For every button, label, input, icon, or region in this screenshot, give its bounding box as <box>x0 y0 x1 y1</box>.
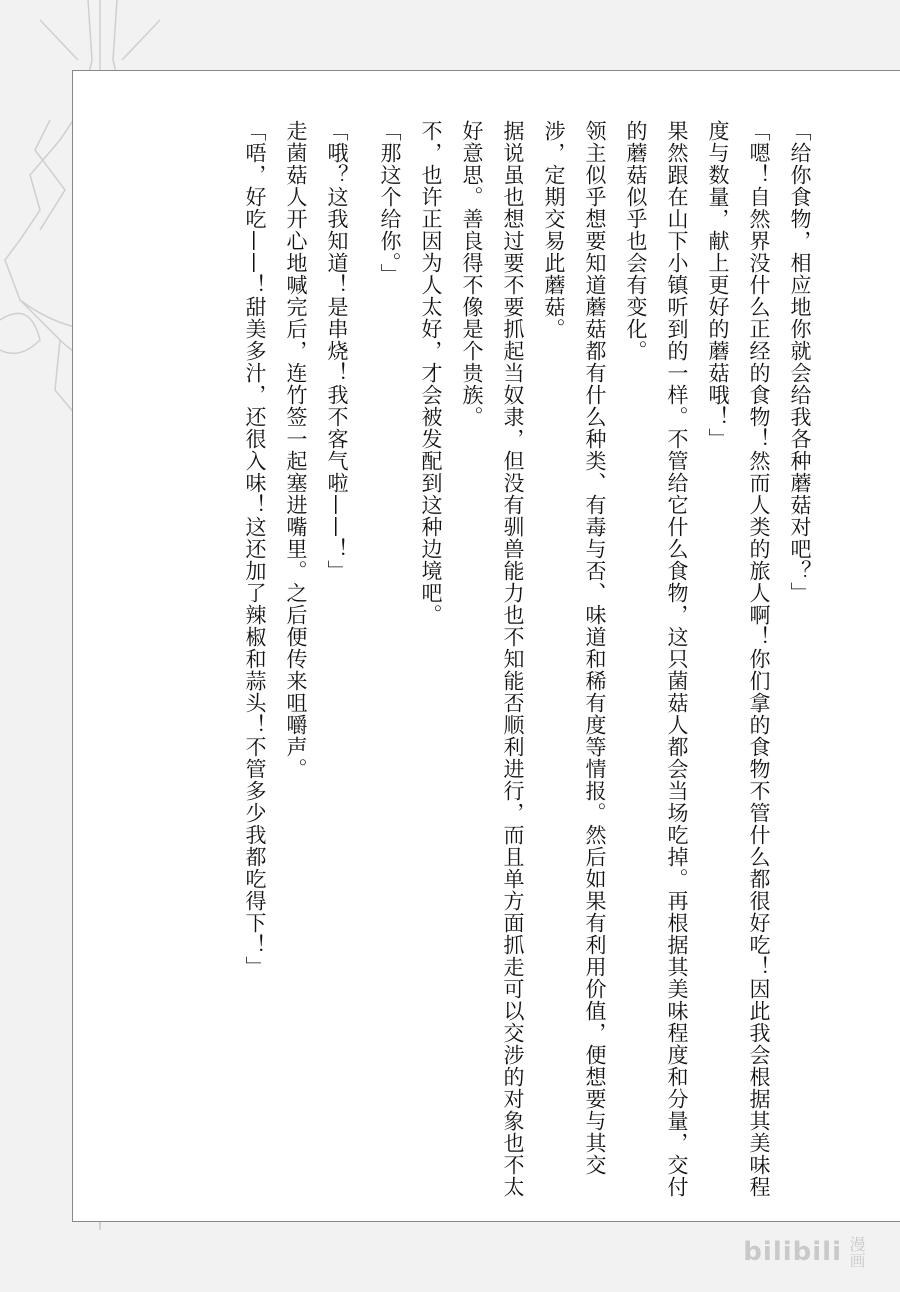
watermark-brand: bilibili <box>743 1237 842 1267</box>
paragraph: 据说虽也想过要不要抓起当奴隶，但没有驯兽能力也不知能否顺利进行，而且单方面抓走可以交涉的对象也不太好意思。善良得不像是个贵族。 <box>460 120 525 1198</box>
paragraph: 「那这个给你。」 <box>378 120 402 286</box>
paragraph: 「唔，好吃——！甜美多汁，还很入味！这还加了辣椒和蒜头！不管多少我都吃得下！」 <box>243 120 267 978</box>
paragraph: 「给你食物，相应地你就会给我各种蘑菇对吧？」 <box>788 120 812 604</box>
bilibili-manga-watermark <box>743 1236 880 1268</box>
novel-text-body <box>160 120 820 1200</box>
paragraph: 不，也许正因为人太好，才会被发配到这种边境吧。 <box>419 120 443 626</box>
paragraph: 果然跟在山下小镇听到的一样。不管给它什么食物，这只菌菇人都会当场吃掉。再根据其美味程度和分量，交付的蘑菇似乎也会有变化。 <box>624 120 689 1198</box>
watermark-tag: 漫画 <box>847 1236 866 1268</box>
paragraph: 走菌菇人开心地喊完后，连竹签一起塞进嘴里。之后便传来咀嚼声。 <box>284 120 308 780</box>
paragraph: 「嗯！自然界没什么正经的食物！然而人类的旅人啊！你们拿的食物不管什么都很好吃！因此我会根据其美味程度与数量，献上更好的蘑菇哦！」 <box>706 120 771 1198</box>
paragraph: 「哦？这我知道！是串烧！我不客气啦——！」 <box>325 120 349 582</box>
paragraph: 领主似乎想要知道蘑菇都有什么种类、有毒与否、味道和稀有度等情报。然后如果有利用价值，便想要与其交涉，定期交易此蘑菇。 <box>542 120 607 1176</box>
